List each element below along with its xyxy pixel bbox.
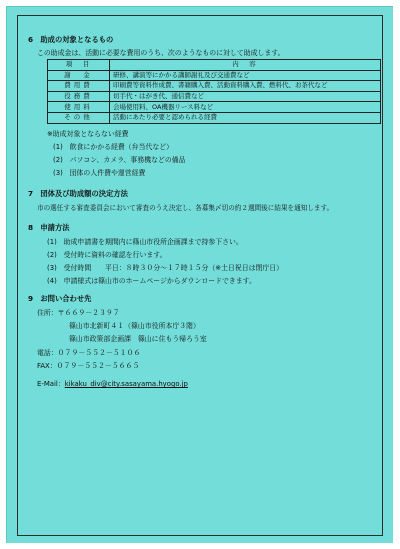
document-page <box>6 6 393 543</box>
contact-address: 住所：〒６６９－２３９７ <box>37 309 120 317</box>
application-step: (4) 申請様式は篠山市のホームページからダウンロードできます。 <box>47 277 256 285</box>
expense-item: 役務費 <box>48 91 110 102</box>
section-7-title: 7 団体及び助成額の決定方法 <box>28 189 128 198</box>
expense-table <box>47 59 381 124</box>
contact-address-detail: 篠山市北新町４１（篠山市役所本庁３階） <box>69 322 200 330</box>
section-7-body: 市の選任する審査委員会において審査のうえ決定し、各募集〆切の約２週間後に結果を通知します。 <box>37 204 334 212</box>
section-8-title: 8 申請方法 <box>28 223 70 232</box>
table-header-item: 項 目 <box>48 60 110 71</box>
expense-content: 切手代・はがき代、通信費など <box>110 91 381 102</box>
contact-department: 篠山市政策部企画課 篠山に住もう帰ろう室 <box>69 335 207 343</box>
table-row <box>48 81 381 92</box>
email-link[interactable]: kikaku_div@city.sasayama.hyogo.jp <box>64 380 188 388</box>
expense-item: 謝 金 <box>48 70 110 81</box>
table-row <box>48 102 381 113</box>
expense-item: その他 <box>48 112 110 123</box>
exclusion-note: ※助成対象とならない経費 <box>47 130 129 138</box>
application-step: (3) 受付時間 平日：８時３０分～１７時１５分（※土日祝日は閉庁日） <box>47 264 284 272</box>
expense-content: 活動にあたり必要と認められる経費 <box>110 112 381 123</box>
contact-phone: 電話：０７９－５５２－５１０６ <box>37 349 141 357</box>
expense-content: 印刷費等資料作成費、書籍購入費、活動資料購入費、燃料代、お茶代など <box>110 81 381 92</box>
section-9-title: 9 お問い合わせ先 <box>28 294 92 303</box>
table-row <box>48 91 381 102</box>
contact-email <box>37 378 188 388</box>
section-6-title: 6 助成の対象となるもの <box>28 35 114 44</box>
application-step: (1) 助成申請書を期間内に篠山市役所企画課まで持参下さい。 <box>47 238 243 246</box>
application-step: (2) 受付時に資料の確認を行います。 <box>47 251 167 259</box>
table-header-row <box>48 60 381 71</box>
expense-content: 研修、講演等にかかる講師謝礼及び交通費など <box>110 70 381 81</box>
contact-fax: FAX：０７９－５５２－５６６５ <box>37 362 140 370</box>
email-label: E-Mail： <box>37 380 65 388</box>
section-6-intro: この助成金は、活動に必要な費用のうち、次のようなものに対して助成します。 <box>37 49 285 57</box>
expense-content: 会場使用料、OA機器リース料など <box>110 102 381 113</box>
exclusion-item: (2) パソコン、カメラ、事務機などの備品 <box>53 156 186 164</box>
table-row <box>48 112 381 123</box>
table-row <box>48 70 381 81</box>
expense-item: 費用費 <box>48 81 110 92</box>
expense-item: 使用料 <box>48 102 110 113</box>
exclusion-item: (1) 飲食にかかる経費（弁当代など） <box>53 143 174 151</box>
exclusion-item: (3) 団体の人件費や運営経費 <box>53 169 146 177</box>
table-header-content: 内 容 <box>110 60 381 71</box>
